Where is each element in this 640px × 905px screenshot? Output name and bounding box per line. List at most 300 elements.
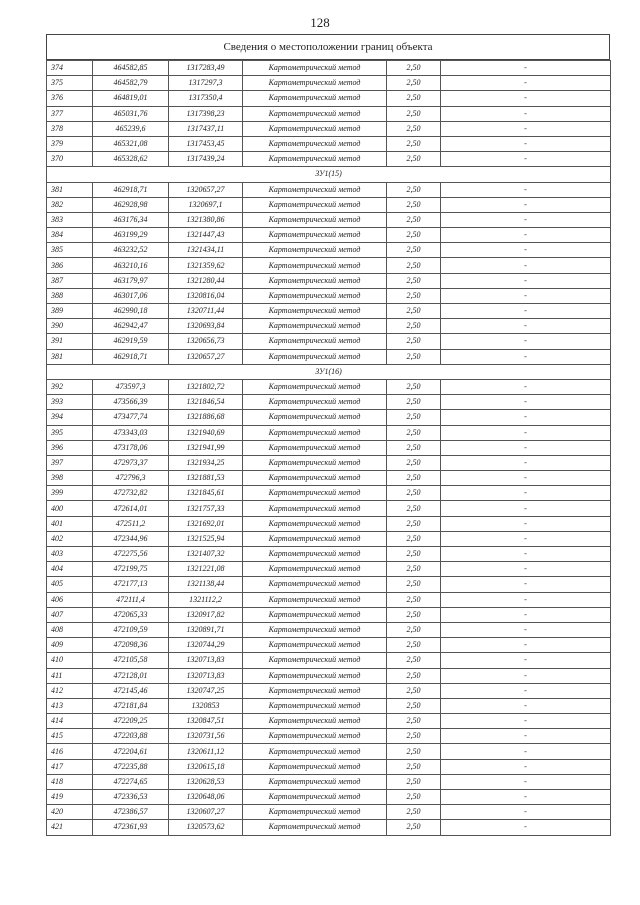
method-cell: Картометрический метод bbox=[243, 714, 387, 729]
coordinate-y: 1320744,29 bbox=[169, 638, 243, 653]
coordinates-table bbox=[46, 60, 611, 836]
coordinate-x: 462928,98 bbox=[93, 197, 169, 212]
coordinate-x: 473343,03 bbox=[93, 425, 169, 440]
note-cell: - bbox=[441, 774, 611, 789]
note-cell: - bbox=[441, 759, 611, 774]
point-number: 383 bbox=[47, 212, 93, 227]
accuracy-cell: 2,50 bbox=[387, 653, 441, 668]
point-number: 382 bbox=[47, 197, 93, 212]
note-cell: - bbox=[441, 531, 611, 546]
coordinate-y: 1320648,06 bbox=[169, 790, 243, 805]
point-number: 381 bbox=[47, 349, 93, 364]
point-number: 400 bbox=[47, 501, 93, 516]
coordinate-y: 1317297,3 bbox=[169, 76, 243, 91]
accuracy-cell: 2,50 bbox=[387, 668, 441, 683]
accuracy-cell: 2,50 bbox=[387, 61, 441, 76]
table-row bbox=[47, 106, 611, 121]
point-number: 378 bbox=[47, 121, 93, 136]
coordinate-x: 473566,39 bbox=[93, 395, 169, 410]
method-cell: Картометрический метод bbox=[243, 258, 387, 273]
note-cell: - bbox=[441, 319, 611, 334]
coordinate-x: 472204,61 bbox=[93, 744, 169, 759]
coordinate-y: 1320611,12 bbox=[169, 744, 243, 759]
table-row bbox=[47, 531, 611, 546]
method-cell: Картометрический метод bbox=[243, 76, 387, 91]
note-cell: - bbox=[441, 334, 611, 349]
point-number: 386 bbox=[47, 258, 93, 273]
note-cell: - bbox=[441, 790, 611, 805]
point-number: 414 bbox=[47, 714, 93, 729]
accuracy-cell: 2,50 bbox=[387, 395, 441, 410]
coordinate-x: 472098,36 bbox=[93, 638, 169, 653]
coordinate-x: 472111,4 bbox=[93, 592, 169, 607]
method-cell: Картометрический метод bbox=[243, 197, 387, 212]
accuracy-cell: 2,50 bbox=[387, 319, 441, 334]
method-cell: Картометрический метод bbox=[243, 744, 387, 759]
method-cell: Картометрический метод bbox=[243, 243, 387, 258]
method-cell: Картометрический метод bbox=[243, 106, 387, 121]
accuracy-cell: 2,50 bbox=[387, 349, 441, 364]
method-cell: Картометрический метод bbox=[243, 516, 387, 531]
coordinate-x: 465328,62 bbox=[93, 152, 169, 167]
table-row bbox=[47, 121, 611, 136]
point-number: 415 bbox=[47, 729, 93, 744]
method-cell: Картометрический метод bbox=[243, 152, 387, 167]
accuracy-cell: 2,50 bbox=[387, 698, 441, 713]
coordinate-y: 1320747,25 bbox=[169, 683, 243, 698]
coordinate-y: 1321380,86 bbox=[169, 212, 243, 227]
coordinate-x: 472796,3 bbox=[93, 471, 169, 486]
table-row bbox=[47, 501, 611, 516]
accuracy-cell: 2,50 bbox=[387, 820, 441, 835]
note-cell: - bbox=[441, 516, 611, 531]
note-cell: - bbox=[441, 805, 611, 820]
accuracy-cell: 2,50 bbox=[387, 471, 441, 486]
method-cell: Картометрический метод bbox=[243, 273, 387, 288]
coordinate-y: 1320657,27 bbox=[169, 349, 243, 364]
note-cell: - bbox=[441, 212, 611, 227]
note-cell: - bbox=[441, 471, 611, 486]
note-cell: - bbox=[441, 349, 611, 364]
method-cell: Картометрический метод bbox=[243, 501, 387, 516]
coordinate-x: 463179,97 bbox=[93, 273, 169, 288]
note-cell: - bbox=[441, 592, 611, 607]
note-cell: - bbox=[441, 668, 611, 683]
note-cell: - bbox=[441, 729, 611, 744]
method-cell: Картометрический метод bbox=[243, 425, 387, 440]
note-cell: - bbox=[441, 653, 611, 668]
table-row bbox=[47, 212, 611, 227]
note-cell: - bbox=[441, 577, 611, 592]
coordinate-y: 1320891,71 bbox=[169, 622, 243, 637]
table-row bbox=[47, 774, 611, 789]
note-cell: - bbox=[441, 698, 611, 713]
coordinate-x: 462990,18 bbox=[93, 304, 169, 319]
point-number: 388 bbox=[47, 288, 93, 303]
table-row bbox=[47, 698, 611, 713]
coordinate-x: 472145,46 bbox=[93, 683, 169, 698]
coordinate-y: 1320711,44 bbox=[169, 304, 243, 319]
method-cell: Картометрический метод bbox=[243, 334, 387, 349]
coordinate-y: 1320713,83 bbox=[169, 668, 243, 683]
coordinate-x: 472336,53 bbox=[93, 790, 169, 805]
table-row bbox=[47, 395, 611, 410]
coordinate-x: 463199,29 bbox=[93, 228, 169, 243]
accuracy-cell: 2,50 bbox=[387, 410, 441, 425]
coordinate-x: 472105,58 bbox=[93, 653, 169, 668]
table-row bbox=[47, 744, 611, 759]
table-row bbox=[47, 197, 611, 212]
note-cell: - bbox=[441, 622, 611, 637]
table-row bbox=[47, 228, 611, 243]
point-number: 403 bbox=[47, 547, 93, 562]
method-cell: Картометрический метод bbox=[243, 638, 387, 653]
table-row bbox=[47, 136, 611, 151]
accuracy-cell: 2,50 bbox=[387, 228, 441, 243]
coordinate-x: 472209,25 bbox=[93, 714, 169, 729]
accuracy-cell: 2,50 bbox=[387, 547, 441, 562]
point-number: 384 bbox=[47, 228, 93, 243]
coordinate-y: 1321941,99 bbox=[169, 440, 243, 455]
accuracy-cell: 2,50 bbox=[387, 729, 441, 744]
table-row bbox=[47, 455, 611, 470]
method-cell: Картометрический метод bbox=[243, 805, 387, 820]
point-number: 398 bbox=[47, 471, 93, 486]
method-cell: Картометрический метод bbox=[243, 410, 387, 425]
accuracy-cell: 2,50 bbox=[387, 805, 441, 820]
point-number: 396 bbox=[47, 440, 93, 455]
coordinate-y: 1321692,01 bbox=[169, 516, 243, 531]
coordinate-y: 1321757,33 bbox=[169, 501, 243, 516]
method-cell: Картометрический метод bbox=[243, 759, 387, 774]
point-number: 416 bbox=[47, 744, 93, 759]
note-cell: - bbox=[441, 258, 611, 273]
accuracy-cell: 2,50 bbox=[387, 516, 441, 531]
accuracy-cell: 2,50 bbox=[387, 76, 441, 91]
method-cell: Картометрический метод bbox=[243, 228, 387, 243]
point-number: 410 bbox=[47, 653, 93, 668]
coordinate-x: 473178,06 bbox=[93, 440, 169, 455]
point-number: 391 bbox=[47, 334, 93, 349]
coordinate-y: 1321802,72 bbox=[169, 379, 243, 394]
coordinate-x: 472203,88 bbox=[93, 729, 169, 744]
coordinate-x: 465239,6 bbox=[93, 121, 169, 136]
point-number: 412 bbox=[47, 683, 93, 698]
coordinate-y: 1320847,51 bbox=[169, 714, 243, 729]
point-number: 376 bbox=[47, 91, 93, 106]
table-row bbox=[47, 334, 611, 349]
coordinate-y: 1321138,44 bbox=[169, 577, 243, 592]
note-cell: - bbox=[441, 136, 611, 151]
coordinate-x: 464582,79 bbox=[93, 76, 169, 91]
point-number: 385 bbox=[47, 243, 93, 258]
accuracy-cell: 2,50 bbox=[387, 212, 441, 227]
point-number: 417 bbox=[47, 759, 93, 774]
point-number: 407 bbox=[47, 607, 93, 622]
coordinate-x: 462918,71 bbox=[93, 182, 169, 197]
coordinate-x: 472274,65 bbox=[93, 774, 169, 789]
note-cell: - bbox=[441, 744, 611, 759]
accuracy-cell: 2,50 bbox=[387, 197, 441, 212]
table-row bbox=[47, 319, 611, 334]
coordinate-y: 1320615,18 bbox=[169, 759, 243, 774]
point-number: 397 bbox=[47, 455, 93, 470]
coordinate-y: 1321280,44 bbox=[169, 273, 243, 288]
method-cell: Картометрический метод bbox=[243, 471, 387, 486]
point-number: 379 bbox=[47, 136, 93, 151]
coordinate-y: 1317350,4 bbox=[169, 91, 243, 106]
table-row bbox=[47, 304, 611, 319]
coordinate-x: 462918,71 bbox=[93, 349, 169, 364]
coordinate-y: 1317439,24 bbox=[169, 152, 243, 167]
method-cell: Картометрический метод bbox=[243, 349, 387, 364]
coordinate-x: 472235,88 bbox=[93, 759, 169, 774]
coordinate-y: 1321447,43 bbox=[169, 228, 243, 243]
coordinate-x: 472973,37 bbox=[93, 455, 169, 470]
coordinate-y: 1321359,62 bbox=[169, 258, 243, 273]
point-number: 392 bbox=[47, 379, 93, 394]
point-number: 394 bbox=[47, 410, 93, 425]
table-row bbox=[47, 714, 611, 729]
accuracy-cell: 2,50 bbox=[387, 273, 441, 288]
section-label: ЗУ1(16) bbox=[47, 364, 611, 379]
accuracy-cell: 2,50 bbox=[387, 243, 441, 258]
coordinate-y: 1317398,23 bbox=[169, 106, 243, 121]
point-number: 409 bbox=[47, 638, 93, 653]
note-cell: - bbox=[441, 228, 611, 243]
method-cell: Картометрический метод bbox=[243, 304, 387, 319]
table-row bbox=[47, 182, 611, 197]
accuracy-cell: 2,50 bbox=[387, 334, 441, 349]
note-cell: - bbox=[441, 243, 611, 258]
point-number: 404 bbox=[47, 562, 93, 577]
accuracy-cell: 2,50 bbox=[387, 91, 441, 106]
note-cell: - bbox=[441, 106, 611, 121]
table-row bbox=[47, 91, 611, 106]
coordinate-y: 1320693,84 bbox=[169, 319, 243, 334]
method-cell: Картометрический метод bbox=[243, 212, 387, 227]
table-row bbox=[47, 471, 611, 486]
method-cell: Картометрический метод bbox=[243, 319, 387, 334]
coordinate-x: 472128,01 bbox=[93, 668, 169, 683]
method-cell: Картометрический метод bbox=[243, 182, 387, 197]
table-row bbox=[47, 820, 611, 835]
coordinate-x: 472065,33 bbox=[93, 607, 169, 622]
point-number: 393 bbox=[47, 395, 93, 410]
coordinate-y: 1321221,08 bbox=[169, 562, 243, 577]
table-row bbox=[47, 273, 611, 288]
coordinate-x: 463017,06 bbox=[93, 288, 169, 303]
note-cell: - bbox=[441, 61, 611, 76]
point-number: 389 bbox=[47, 304, 93, 319]
coordinate-y: 1321434,11 bbox=[169, 243, 243, 258]
coordinate-y: 1321407,32 bbox=[169, 547, 243, 562]
coordinates-table-body bbox=[47, 61, 611, 836]
method-cell: Картометрический метод bbox=[243, 774, 387, 789]
note-cell: - bbox=[441, 425, 611, 440]
accuracy-cell: 2,50 bbox=[387, 577, 441, 592]
accuracy-cell: 2,50 bbox=[387, 714, 441, 729]
table-row bbox=[47, 759, 611, 774]
coordinate-y: 1320731,56 bbox=[169, 729, 243, 744]
table-row bbox=[47, 577, 611, 592]
accuracy-cell: 2,50 bbox=[387, 486, 441, 501]
coordinate-x: 472732,82 bbox=[93, 486, 169, 501]
accuracy-cell: 2,50 bbox=[387, 136, 441, 151]
coordinate-x: 463176,34 bbox=[93, 212, 169, 227]
point-number: 419 bbox=[47, 790, 93, 805]
coordinate-x: 472344,96 bbox=[93, 531, 169, 546]
point-number: 375 bbox=[47, 76, 93, 91]
method-cell: Картометрический метод bbox=[243, 683, 387, 698]
section-row bbox=[47, 167, 611, 182]
table-row bbox=[47, 638, 611, 653]
coordinate-y: 1321525,94 bbox=[169, 531, 243, 546]
accuracy-cell: 2,50 bbox=[387, 592, 441, 607]
coordinate-x: 463232,52 bbox=[93, 243, 169, 258]
coordinate-y: 1321940,69 bbox=[169, 425, 243, 440]
coordinate-x: 472386,57 bbox=[93, 805, 169, 820]
note-cell: - bbox=[441, 379, 611, 394]
point-number: 381 bbox=[47, 182, 93, 197]
coordinate-y: 1320573,62 bbox=[169, 820, 243, 835]
note-cell: - bbox=[441, 562, 611, 577]
table-row bbox=[47, 547, 611, 562]
method-cell: Картометрический метод bbox=[243, 440, 387, 455]
table-row bbox=[47, 805, 611, 820]
coordinate-x: 472275,56 bbox=[93, 547, 169, 562]
note-cell: - bbox=[441, 273, 611, 288]
coordinate-y: 1321881,53 bbox=[169, 471, 243, 486]
coordinate-x: 473477,74 bbox=[93, 410, 169, 425]
note-cell: - bbox=[441, 683, 611, 698]
note-cell: - bbox=[441, 182, 611, 197]
method-cell: Картометрический метод bbox=[243, 592, 387, 607]
point-number: 402 bbox=[47, 531, 93, 546]
note-cell: - bbox=[441, 547, 611, 562]
note-cell: - bbox=[441, 91, 611, 106]
note-cell: - bbox=[441, 501, 611, 516]
method-cell: Картометрический метод bbox=[243, 729, 387, 744]
coordinate-x: 472199,75 bbox=[93, 562, 169, 577]
table-row bbox=[47, 622, 611, 637]
note-cell: - bbox=[441, 440, 611, 455]
table-row bbox=[47, 562, 611, 577]
point-number: 399 bbox=[47, 486, 93, 501]
table-row bbox=[47, 653, 611, 668]
note-cell: - bbox=[441, 76, 611, 91]
note-cell: - bbox=[441, 197, 611, 212]
coordinate-x: 464582,85 bbox=[93, 61, 169, 76]
accuracy-cell: 2,50 bbox=[387, 562, 441, 577]
accuracy-cell: 2,50 bbox=[387, 790, 441, 805]
table-row bbox=[47, 379, 611, 394]
section-row bbox=[47, 364, 611, 379]
table-row bbox=[47, 288, 611, 303]
table-row bbox=[47, 790, 611, 805]
coordinate-x: 463210,16 bbox=[93, 258, 169, 273]
method-cell: Картометрический метод bbox=[243, 820, 387, 835]
note-cell: - bbox=[441, 486, 611, 501]
point-number: 413 bbox=[47, 698, 93, 713]
coordinate-y: 1321845,61 bbox=[169, 486, 243, 501]
accuracy-cell: 2,50 bbox=[387, 759, 441, 774]
method-cell: Картометрический метод bbox=[243, 547, 387, 562]
method-cell: Картометрический метод bbox=[243, 790, 387, 805]
accuracy-cell: 2,50 bbox=[387, 106, 441, 121]
table-row bbox=[47, 258, 611, 273]
point-number: 370 bbox=[47, 152, 93, 167]
coordinate-y: 1320628,53 bbox=[169, 774, 243, 789]
accuracy-cell: 2,50 bbox=[387, 440, 441, 455]
accuracy-cell: 2,50 bbox=[387, 531, 441, 546]
accuracy-cell: 2,50 bbox=[387, 152, 441, 167]
accuracy-cell: 2,50 bbox=[387, 774, 441, 789]
method-cell: Картометрический метод bbox=[243, 288, 387, 303]
coordinate-x: 472511,2 bbox=[93, 516, 169, 531]
table-row bbox=[47, 516, 611, 531]
point-number: 401 bbox=[47, 516, 93, 531]
coordinate-x: 464819,01 bbox=[93, 91, 169, 106]
accuracy-cell: 2,50 bbox=[387, 744, 441, 759]
method-cell: Картометрический метод bbox=[243, 91, 387, 106]
coordinate-y: 1320697,1 bbox=[169, 197, 243, 212]
accuracy-cell: 2,50 bbox=[387, 304, 441, 319]
point-number: 377 bbox=[47, 106, 93, 121]
method-cell: Картометрический метод bbox=[243, 61, 387, 76]
table-row bbox=[47, 440, 611, 455]
accuracy-cell: 2,50 bbox=[387, 379, 441, 394]
method-cell: Картометрический метод bbox=[243, 486, 387, 501]
point-number: 405 bbox=[47, 577, 93, 592]
section-label: ЗУ1(15) bbox=[47, 167, 611, 182]
method-cell: Картометрический метод bbox=[243, 121, 387, 136]
method-cell: Картометрический метод bbox=[243, 562, 387, 577]
table-row bbox=[47, 349, 611, 364]
table-row bbox=[47, 486, 611, 501]
note-cell: - bbox=[441, 607, 611, 622]
accuracy-cell: 2,50 bbox=[387, 288, 441, 303]
table-row bbox=[47, 668, 611, 683]
coordinate-x: 472614,01 bbox=[93, 501, 169, 516]
coordinate-y: 1320657,27 bbox=[169, 182, 243, 197]
coordinate-x: 465031,76 bbox=[93, 106, 169, 121]
coordinate-y: 1320853 bbox=[169, 698, 243, 713]
coordinate-x: 473597,3 bbox=[93, 379, 169, 394]
note-cell: - bbox=[441, 638, 611, 653]
coordinate-y: 1317283,49 bbox=[169, 61, 243, 76]
accuracy-cell: 2,50 bbox=[387, 258, 441, 273]
coordinate-x: 465321,08 bbox=[93, 136, 169, 151]
method-cell: Картометрический метод bbox=[243, 653, 387, 668]
note-cell: - bbox=[441, 410, 611, 425]
coordinate-x: 472181,84 bbox=[93, 698, 169, 713]
accuracy-cell: 2,50 bbox=[387, 607, 441, 622]
method-cell: Картометрический метод bbox=[243, 668, 387, 683]
coordinate-x: 472361,93 bbox=[93, 820, 169, 835]
accuracy-cell: 2,50 bbox=[387, 455, 441, 470]
method-cell: Картометрический метод bbox=[243, 531, 387, 546]
coordinate-x: 472177,13 bbox=[93, 577, 169, 592]
table-row bbox=[47, 410, 611, 425]
accuracy-cell: 2,50 bbox=[387, 425, 441, 440]
page-number: 128 bbox=[310, 15, 330, 30]
method-cell: Картометрический метод bbox=[243, 136, 387, 151]
method-cell: Картометрический метод bbox=[243, 455, 387, 470]
coordinate-x: 462919,59 bbox=[93, 334, 169, 349]
table-row bbox=[47, 729, 611, 744]
point-number: 374 bbox=[47, 61, 93, 76]
